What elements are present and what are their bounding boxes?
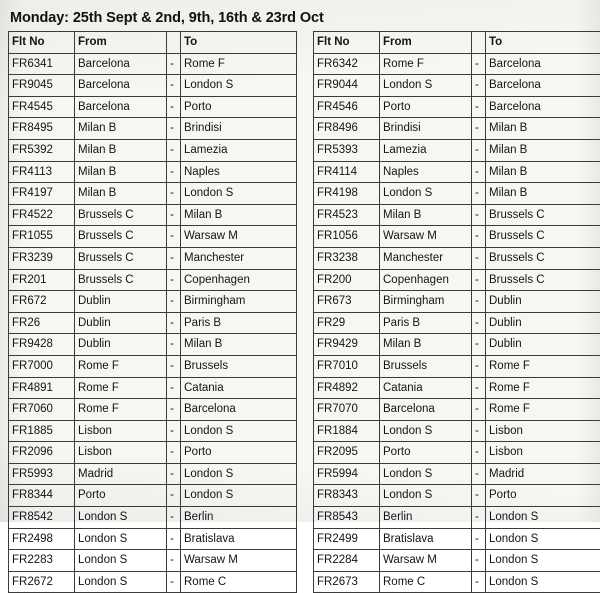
cell-origin: Barcelona xyxy=(75,53,167,75)
table-row xyxy=(9,355,297,377)
cell-flight-number: FR4113 xyxy=(9,161,75,183)
cell-dash: - xyxy=(472,550,486,572)
cell-origin: Milan B xyxy=(75,139,167,161)
cell-origin: Porto xyxy=(75,485,167,507)
cell-destination: Manchester xyxy=(181,247,297,269)
table-row xyxy=(314,571,600,593)
cell-origin: Brussels xyxy=(380,355,472,377)
cell-flight-number: FR5993 xyxy=(9,463,75,485)
cell-origin: Bratislava xyxy=(380,528,472,550)
table-row xyxy=(314,291,600,313)
cell-flight-number: FR201 xyxy=(9,269,75,291)
cell-dash: - xyxy=(472,247,486,269)
cell-destination: London S xyxy=(486,571,600,593)
cell-dash: - xyxy=(167,377,181,399)
table-row xyxy=(9,312,297,334)
cell-destination: London S xyxy=(486,507,600,529)
table-row xyxy=(9,139,297,161)
table-row xyxy=(9,550,297,572)
cell-dash: - xyxy=(472,139,486,161)
cell-dash: - xyxy=(167,183,181,205)
table-row xyxy=(314,226,600,248)
page-title: Monday: 25th Sept & 2nd, 9th, 16th & 23rd Oct xyxy=(10,10,594,26)
cell-dash: - xyxy=(472,226,486,248)
header-dash-spacer xyxy=(472,32,486,54)
cell-dash: - xyxy=(472,571,486,593)
table-row xyxy=(314,139,600,161)
cell-dash: - xyxy=(472,53,486,75)
cell-dash: - xyxy=(472,312,486,334)
cell-dash: - xyxy=(167,226,181,248)
cell-destination: Brussels xyxy=(181,355,297,377)
cell-dash: - xyxy=(167,442,181,464)
cell-destination: Brussels C xyxy=(486,226,600,248)
cell-flight-number: FR7000 xyxy=(9,355,75,377)
cell-flight-number: FR6342 xyxy=(314,53,380,75)
cell-destination: Barcelona xyxy=(486,96,600,118)
cell-flight-number: FR7010 xyxy=(314,355,380,377)
cell-origin: Porto xyxy=(380,442,472,464)
column-header-flt-no: Flt No xyxy=(314,32,380,54)
cell-origin: Brussels C xyxy=(75,247,167,269)
cell-dash: - xyxy=(167,161,181,183)
cell-destination: Lamezia xyxy=(181,139,297,161)
cell-dash: - xyxy=(167,571,181,593)
return-flights-body xyxy=(314,53,600,593)
table-row xyxy=(9,334,297,356)
cell-destination: Barcelona xyxy=(181,399,297,421)
cell-origin: Porto xyxy=(380,96,472,118)
table-row xyxy=(314,269,600,291)
table-row xyxy=(9,420,297,442)
table-row xyxy=(314,377,600,399)
cell-destination: Brussels C xyxy=(486,269,600,291)
table-row xyxy=(314,118,600,140)
table-row xyxy=(9,204,297,226)
table-row xyxy=(9,377,297,399)
table-row xyxy=(314,75,600,97)
cell-origin: Naples xyxy=(380,161,472,183)
cell-flight-number: FR2673 xyxy=(314,571,380,593)
cell-flight-number: FR8496 xyxy=(314,118,380,140)
cell-destination: Milan B xyxy=(486,118,600,140)
cell-dash: - xyxy=(167,420,181,442)
cell-flight-number: FR1885 xyxy=(9,420,75,442)
cell-flight-number: FR9045 xyxy=(9,75,75,97)
cell-origin: Catania xyxy=(380,377,472,399)
cell-origin: Dublin xyxy=(75,291,167,313)
cell-origin: Warsaw M xyxy=(380,550,472,572)
cell-destination: Rome F xyxy=(181,53,297,75)
cell-origin: Paris B xyxy=(380,312,472,334)
cell-dash: - xyxy=(167,355,181,377)
table-row xyxy=(314,312,600,334)
cell-origin: Milan B xyxy=(75,183,167,205)
column-header-to: To xyxy=(181,32,297,54)
schedule-tables xyxy=(8,31,594,593)
cell-dash: - xyxy=(472,118,486,140)
cell-flight-number: FR26 xyxy=(9,312,75,334)
cell-dash: - xyxy=(472,420,486,442)
cell-flight-number: FR4546 xyxy=(314,96,380,118)
cell-destination: Rome C xyxy=(181,571,297,593)
table-row xyxy=(314,334,600,356)
cell-destination: Porto xyxy=(181,442,297,464)
cell-flight-number: FR5994 xyxy=(314,463,380,485)
cell-dash: - xyxy=(472,355,486,377)
cell-flight-number: FR2499 xyxy=(314,528,380,550)
cell-flight-number: FR672 xyxy=(9,291,75,313)
cell-destination: Naples xyxy=(181,161,297,183)
table-row xyxy=(314,161,600,183)
cell-dash: - xyxy=(472,507,486,529)
table-row xyxy=(9,442,297,464)
return-flights-table xyxy=(313,31,600,593)
cell-flight-number: FR4891 xyxy=(9,377,75,399)
cell-dash: - xyxy=(167,399,181,421)
cell-destination: Rome F xyxy=(486,355,600,377)
cell-flight-number: FR1056 xyxy=(314,226,380,248)
table-row xyxy=(314,507,600,529)
table-row xyxy=(314,247,600,269)
cell-dash: - xyxy=(167,507,181,529)
cell-flight-number: FR1055 xyxy=(9,226,75,248)
cell-destination: London S xyxy=(181,75,297,97)
table-row xyxy=(314,442,600,464)
cell-dash: - xyxy=(167,247,181,269)
cell-flight-number: FR4197 xyxy=(9,183,75,205)
cell-destination: Porto xyxy=(486,485,600,507)
cell-origin: London S xyxy=(380,420,472,442)
cell-destination: Bratislava xyxy=(181,528,297,550)
cell-flight-number: FR200 xyxy=(314,269,380,291)
table-row xyxy=(314,399,600,421)
cell-flight-number: FR7060 xyxy=(9,399,75,421)
cell-dash: - xyxy=(167,334,181,356)
table-row xyxy=(9,269,297,291)
table-header-row xyxy=(9,32,297,54)
table-row xyxy=(9,75,297,97)
header-dash-spacer xyxy=(167,32,181,54)
cell-flight-number: FR8543 xyxy=(314,507,380,529)
cell-dash: - xyxy=(472,485,486,507)
table-row xyxy=(314,183,600,205)
cell-dash: - xyxy=(167,291,181,313)
cell-dash: - xyxy=(167,485,181,507)
cell-destination: Paris B xyxy=(181,312,297,334)
cell-flight-number: FR8542 xyxy=(9,507,75,529)
cell-dash: - xyxy=(167,463,181,485)
table-row xyxy=(314,355,600,377)
cell-dash: - xyxy=(472,463,486,485)
cell-origin: Brindisi xyxy=(380,118,472,140)
cell-flight-number: FR2096 xyxy=(9,442,75,464)
cell-flight-number: FR4523 xyxy=(314,204,380,226)
cell-flight-number: FR4198 xyxy=(314,183,380,205)
cell-flight-number: FR673 xyxy=(314,291,380,313)
cell-origin: Berlin xyxy=(380,507,472,529)
cell-destination: London S xyxy=(486,550,600,572)
cell-origin: Dublin xyxy=(75,334,167,356)
table-header-row xyxy=(314,32,600,54)
cell-origin: Copenhagen xyxy=(380,269,472,291)
cell-origin: Manchester xyxy=(380,247,472,269)
cell-destination: Barcelona xyxy=(486,75,600,97)
cell-flight-number: FR5393 xyxy=(314,139,380,161)
cell-flight-number: FR2672 xyxy=(9,571,75,593)
cell-destination: London S xyxy=(181,420,297,442)
table-row xyxy=(9,399,297,421)
cell-origin: Milan B xyxy=(75,161,167,183)
table-row xyxy=(314,528,600,550)
cell-origin: Rome F xyxy=(75,355,167,377)
table-row xyxy=(9,571,297,593)
cell-dash: - xyxy=(472,183,486,205)
table-row xyxy=(314,485,600,507)
cell-flight-number: FR6341 xyxy=(9,53,75,75)
table-row xyxy=(314,96,600,118)
cell-origin: London S xyxy=(75,550,167,572)
cell-origin: Lisbon xyxy=(75,442,167,464)
table-row xyxy=(9,53,297,75)
cell-origin: London S xyxy=(75,507,167,529)
cell-dash: - xyxy=(167,96,181,118)
cell-destination: Copenhagen xyxy=(181,269,297,291)
cell-flight-number: FR8343 xyxy=(314,485,380,507)
cell-origin: Brussels C xyxy=(75,269,167,291)
cell-flight-number: FR8344 xyxy=(9,485,75,507)
cell-origin: Rome F xyxy=(75,399,167,421)
table-row xyxy=(314,204,600,226)
cell-flight-number: FR9044 xyxy=(314,75,380,97)
cell-dash: - xyxy=(472,161,486,183)
cell-origin: Warsaw M xyxy=(380,226,472,248)
cell-origin: Rome F xyxy=(380,53,472,75)
column-header-from: From xyxy=(75,32,167,54)
cell-destination: Catania xyxy=(181,377,297,399)
cell-flight-number: FR7070 xyxy=(314,399,380,421)
table-row xyxy=(314,53,600,75)
cell-flight-number: FR4114 xyxy=(314,161,380,183)
cell-origin: London S xyxy=(75,528,167,550)
cell-origin: London S xyxy=(380,463,472,485)
cell-destination: Porto xyxy=(181,96,297,118)
cell-flight-number: FR9429 xyxy=(314,334,380,356)
cell-dash: - xyxy=(167,139,181,161)
cell-dash: - xyxy=(472,269,486,291)
cell-flight-number: FR4892 xyxy=(314,377,380,399)
cell-dash: - xyxy=(472,291,486,313)
cell-flight-number: FR3239 xyxy=(9,247,75,269)
cell-origin: Dublin xyxy=(75,312,167,334)
cell-origin: Milan B xyxy=(380,334,472,356)
cell-dash: - xyxy=(167,75,181,97)
cell-flight-number: FR2095 xyxy=(314,442,380,464)
cell-dash: - xyxy=(472,204,486,226)
cell-flight-number: FR3238 xyxy=(314,247,380,269)
cell-destination: Dublin xyxy=(486,334,600,356)
cell-origin: Rome F xyxy=(75,377,167,399)
cell-destination: Milan B xyxy=(181,204,297,226)
cell-destination: London S xyxy=(181,485,297,507)
cell-dash: - xyxy=(167,269,181,291)
outbound-flights-table xyxy=(8,31,297,593)
cell-flight-number: FR8495 xyxy=(9,118,75,140)
cell-origin: Rome C xyxy=(380,571,472,593)
cell-dash: - xyxy=(472,442,486,464)
table-row xyxy=(9,291,297,313)
cell-flight-number: FR2284 xyxy=(314,550,380,572)
cell-dash: - xyxy=(167,53,181,75)
cell-origin: London S xyxy=(380,183,472,205)
cell-dash: - xyxy=(167,528,181,550)
cell-origin: London S xyxy=(380,485,472,507)
cell-destination: Lisbon xyxy=(486,442,600,464)
cell-destination: Warsaw M xyxy=(181,226,297,248)
cell-dash: - xyxy=(167,204,181,226)
cell-destination: Brussels C xyxy=(486,247,600,269)
cell-destination: Milan B xyxy=(486,183,600,205)
table-row xyxy=(9,247,297,269)
cell-destination: Madrid xyxy=(486,463,600,485)
cell-origin: Milan B xyxy=(380,204,472,226)
cell-origin: Lamezia xyxy=(380,139,472,161)
cell-origin: Lisbon xyxy=(75,420,167,442)
cell-destination: Rome F xyxy=(486,377,600,399)
outbound-flights-body xyxy=(9,53,297,593)
cell-dash: - xyxy=(167,312,181,334)
cell-dash: - xyxy=(472,377,486,399)
cell-destination: Dublin xyxy=(486,312,600,334)
cell-origin: Brussels C xyxy=(75,226,167,248)
table-row xyxy=(9,226,297,248)
cell-origin: Brussels C xyxy=(75,204,167,226)
cell-destination: London S xyxy=(181,183,297,205)
table-row xyxy=(9,183,297,205)
table-row xyxy=(9,96,297,118)
table-row xyxy=(9,463,297,485)
cell-destination: Brussels C xyxy=(486,204,600,226)
cell-dash: - xyxy=(167,118,181,140)
cell-destination: Rome F xyxy=(486,399,600,421)
cell-origin: Barcelona xyxy=(380,399,472,421)
table-row xyxy=(9,507,297,529)
table-row xyxy=(9,161,297,183)
table-row xyxy=(9,485,297,507)
cell-flight-number: FR2283 xyxy=(9,550,75,572)
cell-dash: - xyxy=(472,528,486,550)
cell-destination: Milan B xyxy=(486,139,600,161)
column-header-flt-no: Flt No xyxy=(9,32,75,54)
table-row xyxy=(314,550,600,572)
cell-flight-number: FR4545 xyxy=(9,96,75,118)
cell-dash: - xyxy=(167,550,181,572)
cell-destination: Berlin xyxy=(181,507,297,529)
cell-destination: Milan B xyxy=(181,334,297,356)
cell-destination: Milan B xyxy=(486,161,600,183)
cell-origin: Birmingham xyxy=(380,291,472,313)
cell-origin: Madrid xyxy=(75,463,167,485)
column-header-to: To xyxy=(486,32,600,54)
cell-origin: London S xyxy=(380,75,472,97)
cell-destination: Brindisi xyxy=(181,118,297,140)
cell-dash: - xyxy=(472,75,486,97)
table-row xyxy=(9,118,297,140)
cell-flight-number: FR5392 xyxy=(9,139,75,161)
cell-destination: Barcelona xyxy=(486,53,600,75)
cell-origin: Barcelona xyxy=(75,96,167,118)
table-row xyxy=(314,463,600,485)
cell-flight-number: FR1884 xyxy=(314,420,380,442)
column-header-from: From xyxy=(380,32,472,54)
cell-destination: Dublin xyxy=(486,291,600,313)
cell-dash: - xyxy=(472,334,486,356)
cell-destination: Birmingham xyxy=(181,291,297,313)
cell-dash: - xyxy=(472,96,486,118)
cell-origin: London S xyxy=(75,571,167,593)
table-row xyxy=(314,420,600,442)
cell-flight-number: FR4522 xyxy=(9,204,75,226)
cell-dash: - xyxy=(472,399,486,421)
cell-flight-number: FR2498 xyxy=(9,528,75,550)
cell-origin: Milan B xyxy=(75,118,167,140)
table-row xyxy=(9,528,297,550)
cell-destination: Warsaw M xyxy=(181,550,297,572)
cell-flight-number: FR29 xyxy=(314,312,380,334)
cell-origin: Barcelona xyxy=(75,75,167,97)
cell-destination: London S xyxy=(181,463,297,485)
cell-destination: Lisbon xyxy=(486,420,600,442)
cell-destination: London S xyxy=(486,528,600,550)
cell-flight-number: FR9428 xyxy=(9,334,75,356)
